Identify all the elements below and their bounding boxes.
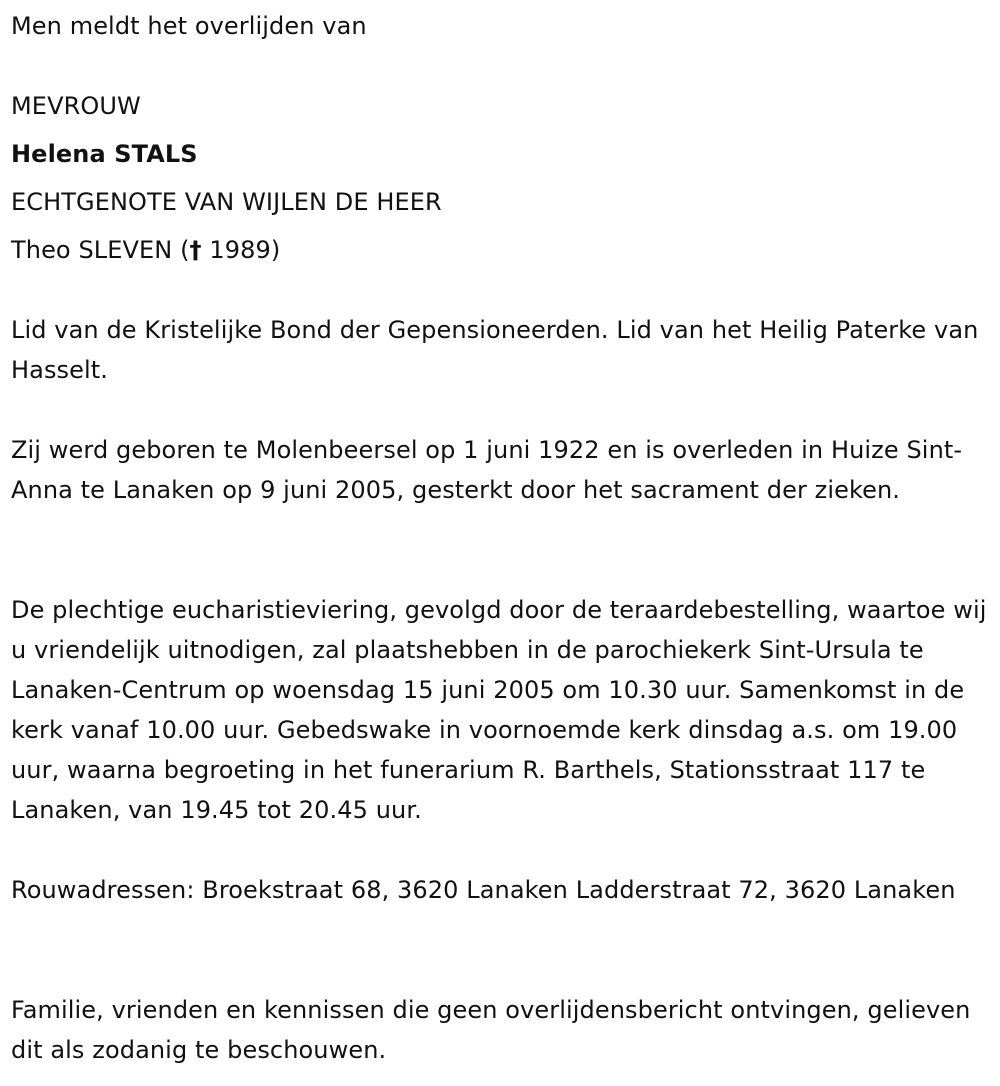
deceased-name: Helena STALS xyxy=(11,140,198,168)
ceremony-paragraph: De plechtige eucharistieviering, gevolgd door de teraardebestelling, waartoe wij u vriendelijk uitnodigen, zal plaatshebben in de parochiekerk Sint-Ursula te Lanaken-Centrum op woensdag 15 juni 2005 om 10.30 uur. Samenkomst in de kerk vanaf 10.00 uur. Gebedswake in voornoemde kerk dinsdag a.s. om 19.00 uur, waarna begroeting in het funerarium R. Barthels, Stationsstraat 117 te Lanaken, van 19.45 tot 20.45 uur. xyxy=(11,596,987,824)
spouse-name: Theo SLEVEN ( xyxy=(11,236,190,264)
intro-line: Men meldt het overlijden van xyxy=(11,12,367,40)
spouse-year: 1989) xyxy=(201,236,281,264)
spouse-label: ECHTGENOTE VAN WIJLEN DE HEER xyxy=(11,188,442,216)
birth-death-paragraph: Zij werd geboren te Molenbeersel op 1 juni 1922 en is overleden in Huize Sint-Anna te Lanaken op 9 juni 2005, gesterkt door het sacrament der zieken. xyxy=(11,436,963,504)
spouse-line xyxy=(11,230,280,270)
deceased-title: MEVROUW xyxy=(11,92,141,120)
closing-paragraph: Familie, vrienden en kennissen die geen overlijdensbericht ontvingen, gelieven dit als zodanig te beschouwen. xyxy=(11,996,971,1064)
cross-icon: † xyxy=(189,236,202,264)
addresses-paragraph: Rouwadressen: Broekstraat 68, 3620 Lanaken Ladderstraat 72, 3620 Lanaken xyxy=(11,876,956,904)
membership-paragraph: Lid van de Kristelijke Bond der Gepensioneerden. Lid van het Heilig Paterke van Hasselt. xyxy=(11,316,979,384)
